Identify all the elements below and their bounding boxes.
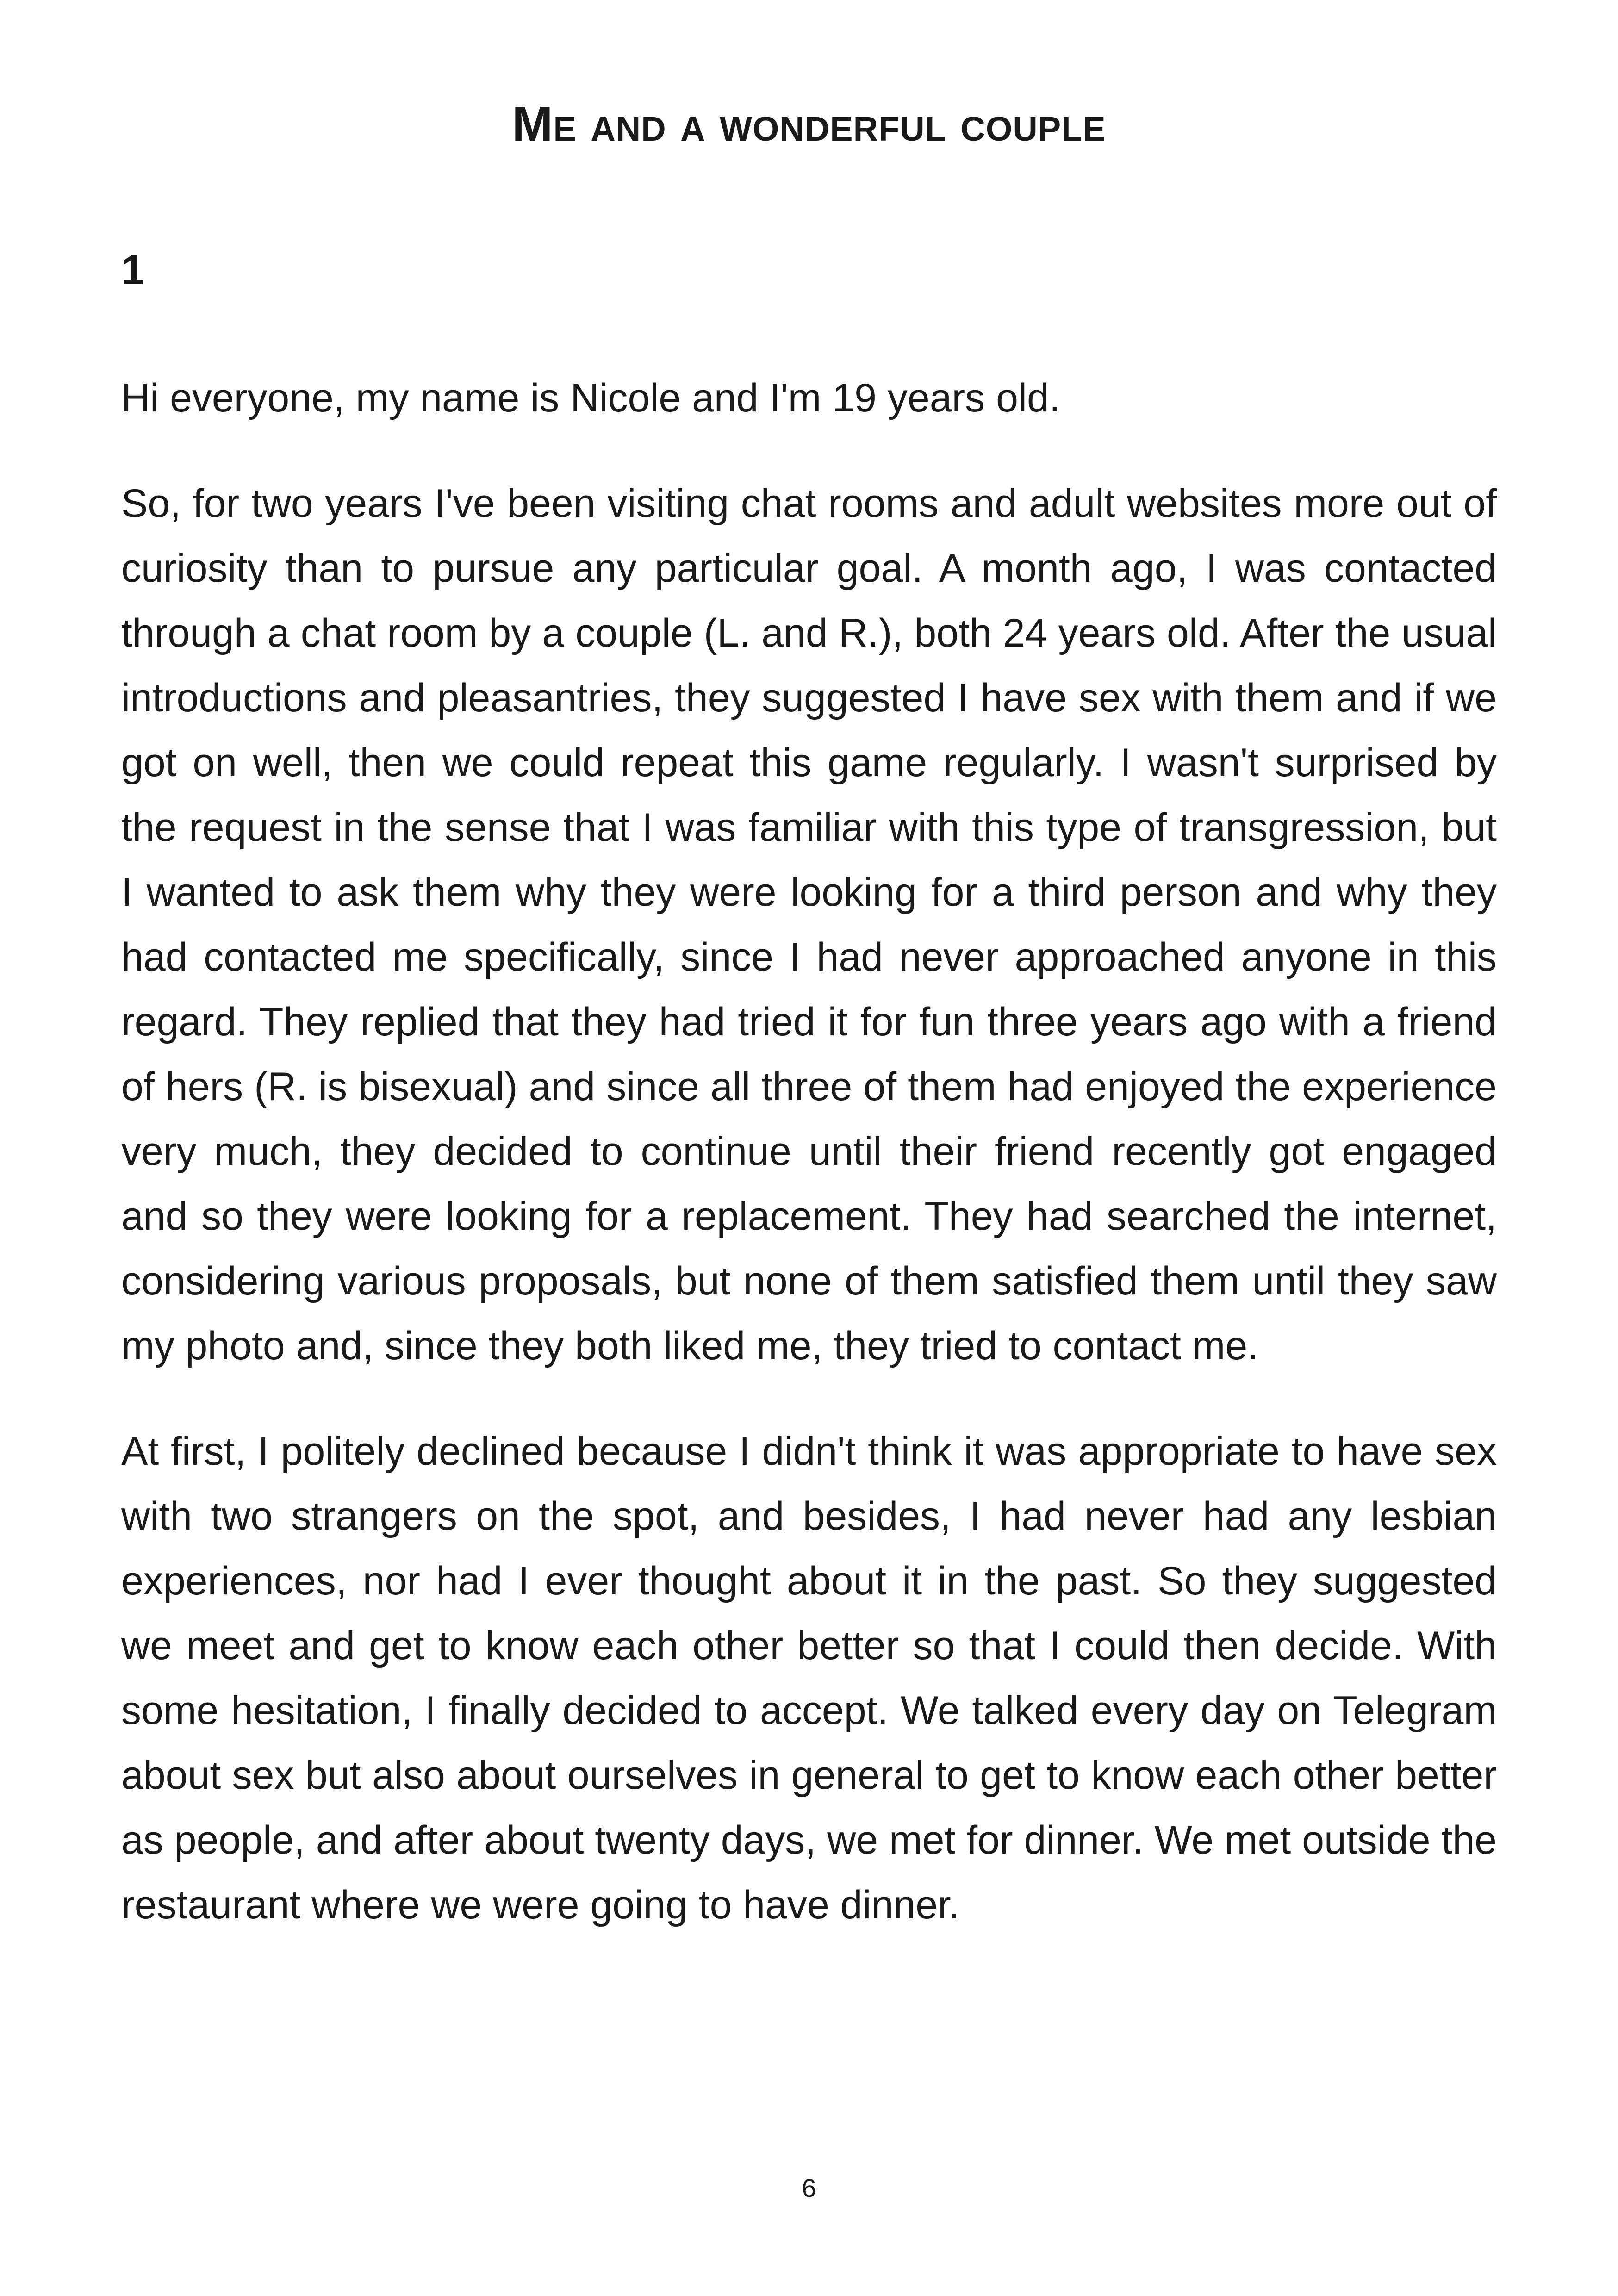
chapter-number: 1 [121,247,145,293]
chapter-title: Me and a wonderful couple [512,97,1106,151]
page-number: 6 [802,2173,816,2203]
paragraph: At first, I politely declined because I didn't think it was appropriate to have sex with two strangers on the spot, and besides, I had never had any lesbian experiences, nor had I ever thought about it in the past. So they suggested we meet and get to know each other better so that I could then decide. With some hesitation, I finally decided to accept. We talked every day on Telegram about sex but also about ourselves in general to get to know each other better as people, and after about twenty days, we met for dinner. We met outside the restaurant where we were going to have dinner. [121,1429,1497,1927]
paragraph: Hi everyone, my name is Nicole and I'm 19 years old. [121,376,1060,420]
paragraph: So, for two years I've been visiting chat rooms and adult websites more out of curiosity than to pursue any particular goal. A month ago, I was contacted through a chat room by a couple (L. and R.), both 24 years old. After the usual introductions and pleasantries, they suggested I have sex with them and if we got on well, then we could repeat this game regularly. I wasn't surprised by the request in the sense that I was familiar with this type of transgression, but I wanted to ask them why they were looking for a third person and why they had contacted me specifically, since I had never approached anyone in this regard. They replied that they had tried it for fun three years ago with a friend of hers (R. is bisexual) and since all three of them had enjoyed the experience very much, they decided to continue until their friend recently got engaged and so they were looking for a replacement. They had searched the internet, considering various proposals, but none of them satisfied them until they saw my photo and, since they both liked me, they tried to contact me. [121,481,1497,1368]
body-text [121,366,1497,1978]
